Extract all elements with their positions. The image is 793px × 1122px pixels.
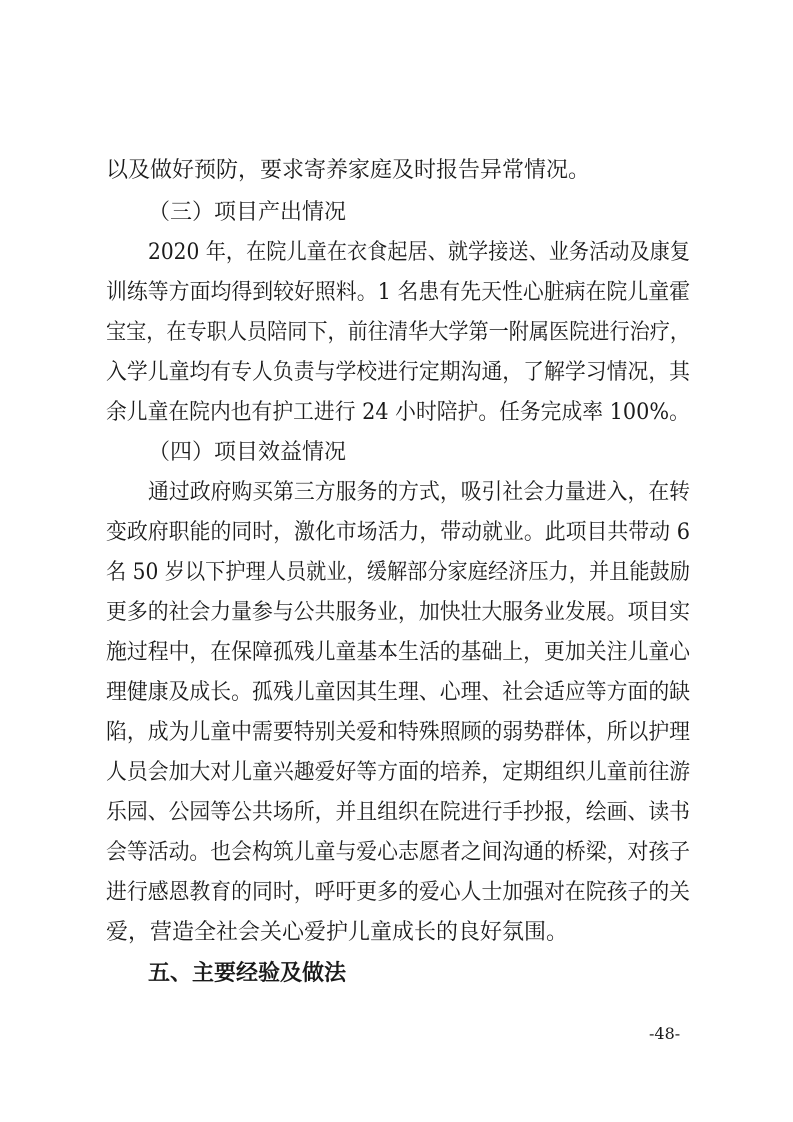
paragraph-line: 理健康及成长。孤残儿童因其生理、心理、社会适应等方面的缺 <box>106 680 691 705</box>
paragraph-line: 人员会加大对儿童兴趣爱好等方面的培养，定期组织儿童前往游 <box>106 760 691 785</box>
paragraph-line: 名 50 岁以下护理人员就业，缓解部分家庭经济压力，并且能鼓励 <box>106 560 690 585</box>
section-heading: （四）项目效益情况 <box>148 440 347 465</box>
paragraph-line: 宝宝，在专职人员陪同下，前往清华大学第一附属医院进行治疗， <box>106 320 691 345</box>
paragraph-line: 施过程中，在保障孤残儿童基本生活的基础上，更加关注儿童心 <box>106 640 691 665</box>
paragraph-line: 入学儿童均有专人负责与学校进行定期沟通，了解学习情况，其 <box>106 360 691 385</box>
section-heading-bold: 五、主要经验及做法 <box>148 961 347 986</box>
paragraph-line: 余儿童在院内也有护工进行 24 小时陪护。任务完成率 100%。 <box>106 400 690 425</box>
paragraph-line: 爱，营造全社会关心爱护儿童成长的良好氛围。 <box>106 920 569 945</box>
paragraph-line: 通过政府购买第三方服务的方式，吸引社会力量进入，在转 <box>148 480 691 505</box>
paragraph-line: 乐园、公园等公共场所，并且组织在院进行手抄报，绘画、读书 <box>106 800 691 825</box>
paragraph-line: 会等活动。也会构筑儿童与爱心志愿者之间沟通的桥梁，对孩子 <box>106 840 691 865</box>
paragraph-line: 更多的社会力量参与公共服务业，加快壮大服务业发展。项目实 <box>106 600 691 625</box>
paragraph-line: 变政府职能的同时，激化市场活力，带动就业。此项目共带动 6 <box>106 520 691 545</box>
section-heading: （三）项目产出情况 <box>148 200 347 225</box>
paragraph-line: 训练等方面均得到较好照料。1 名患有先天性心脏病在院儿童霍 <box>106 280 691 305</box>
paragraph-line: 陷，成为儿童中需要特别关爱和特殊照顾的弱势群体，所以护理 <box>106 720 691 745</box>
paragraph-line: 2020 年，在院儿童在衣食起居、就学接送、业务活动及康复 <box>148 240 690 265</box>
page-number: -48- <box>649 1024 681 1043</box>
paragraph-line: 以及做好预防，要求寄养家庭及时报告异常情况。 <box>106 158 591 183</box>
paragraph-line: 进行感恩教育的同时，呼吁更多的爱心人士加强对在院孩子的关 <box>106 880 691 905</box>
